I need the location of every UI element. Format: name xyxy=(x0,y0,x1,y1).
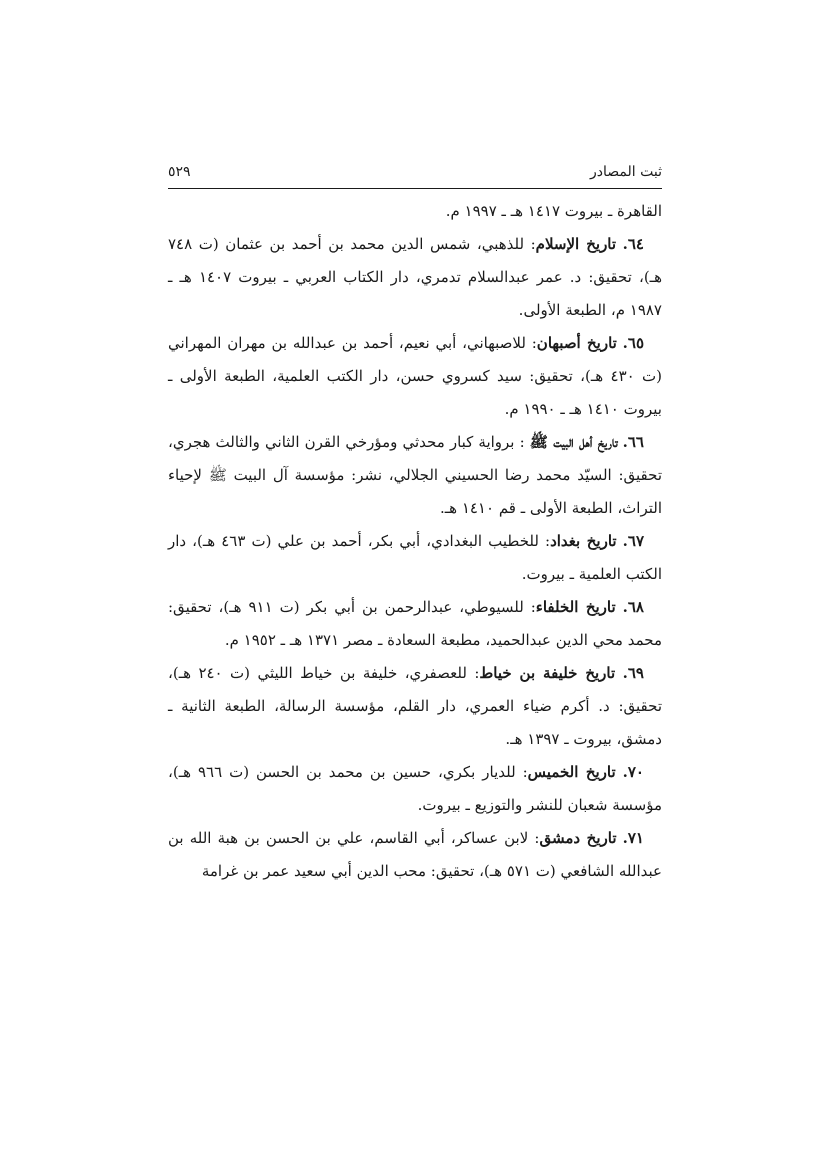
page-number: ٥٢٩ xyxy=(168,164,191,180)
entry-text: : للخطيب البغدادي، أبي بكر، أحمد بن علي (ت ٤٦٣ هـ)، دار الكتب العلمية ـ بيروت. xyxy=(168,532,662,583)
bibliography-entry xyxy=(168,426,662,525)
entry-number: ٦٥. xyxy=(622,334,645,352)
entry-text: : للديار بكري، حسين بن محمد بن الحسن (ت ٩٦٦ هـ)، مؤسسة شعبان للنشر والتوزيع ـ بيروت. xyxy=(168,763,662,814)
book-page xyxy=(168,160,662,888)
entry-text: : للسيوطي، عبدالرحمن بن أبي بكر (ت ٩١١ هـ)، تحقيق: محمد محي الدين عبدالحميد، مطبعة السعادة ـ مصر ١٣٧١ هـ ـ ١٩٥٢ م. xyxy=(168,598,662,649)
entry-number: ٦٩. xyxy=(622,664,644,682)
entry-number: ٦٧. xyxy=(622,532,645,550)
bibliography-entry xyxy=(168,591,662,657)
entry-title: تاريخ الإسلام xyxy=(535,235,617,253)
entry-text: : للاصبهاني، أبي نعيم، أحمد بن عبدالله بن مهران المهراني (ت ٤٣٠ هـ)، تحقيق: سيد كسروي حسن، دار الكتب العلمية، الطبعة الأولى ـ بيروت ١٤١٠ هـ ـ ١٩٩٠ م. xyxy=(168,334,662,418)
entry-text: : لابن عساكر، أبي القاسم، علي بن الحسن بن هبة الله بن عبدالله الشافعي (ت ٥٧١ هـ)، تحقيق: محب الدين أبي سعيد عمر بن غرامة xyxy=(168,829,662,880)
bibliography-entry xyxy=(168,756,662,822)
entry-number: ٦٨. xyxy=(622,598,644,616)
bibliography-entry xyxy=(168,657,662,756)
entry-text: القاهرة ـ بيروت ١٤١٧ هـ ـ ١٩٩٧ م. xyxy=(445,202,662,220)
entry-text: : برواية كبار محدثي ومؤرخي القرن الثاني والثالث هجري، تحقيق: السيّد محمد رضا الحسيني الجلالي، نشر: مؤسسة آل البيت ﷺ لإحياء التراث، الطبعة الأولى ـ قم ١٤١٠ هـ. xyxy=(168,433,662,517)
entry-title: تاريخ أصبهان xyxy=(536,334,617,352)
bibliography-entry xyxy=(168,525,662,591)
bibliography-entry xyxy=(168,327,662,426)
entry-title: تاريخ الخلفاء xyxy=(535,598,616,616)
entry-title: تاريخ دمشق xyxy=(539,829,617,847)
entry-title: تاريخ بغداد xyxy=(550,532,617,550)
bibliography-entry xyxy=(168,822,662,888)
bibliography-entry-continued xyxy=(168,195,662,228)
section-title: ثبت المصادر xyxy=(590,164,662,180)
entry-title: تاريخ أهل البيت ﷺ xyxy=(529,433,618,451)
running-header xyxy=(168,160,662,189)
entry-number: ٦٤. xyxy=(622,235,644,253)
bibliography-entry xyxy=(168,228,662,327)
entry-text: : للذهبي، شمس الدين محمد بن أحمد بن عثمان (ت ٧٤٨ هـ)، تحقيق: د. عمر عبدالسلام تدمري، دار الكتاب العربي ـ بيروت ١٤٠٧ هـ ـ ١٩٨٧ م، الطبعة الأولى. xyxy=(168,235,662,319)
entry-number: ٧٠. xyxy=(622,763,644,781)
entry-text: : للعصفري، خليفة بن خياط الليثي (ت ٢٤٠ هـ)، تحقيق: د. أكرم ضياء العمري، دار القلم، مؤسسة الرسالة، الطبعة الثانية ـ دمشق، بيروت ـ ١٣٩٧ هـ. xyxy=(168,664,662,748)
entry-title: تاريخ خليفة بن خياط xyxy=(479,664,616,682)
bibliography-list xyxy=(168,195,662,888)
entry-title: تاريخ الخميس xyxy=(527,763,616,781)
entry-number: ٧١. xyxy=(622,829,644,847)
entry-number: ٦٦. xyxy=(622,433,644,451)
